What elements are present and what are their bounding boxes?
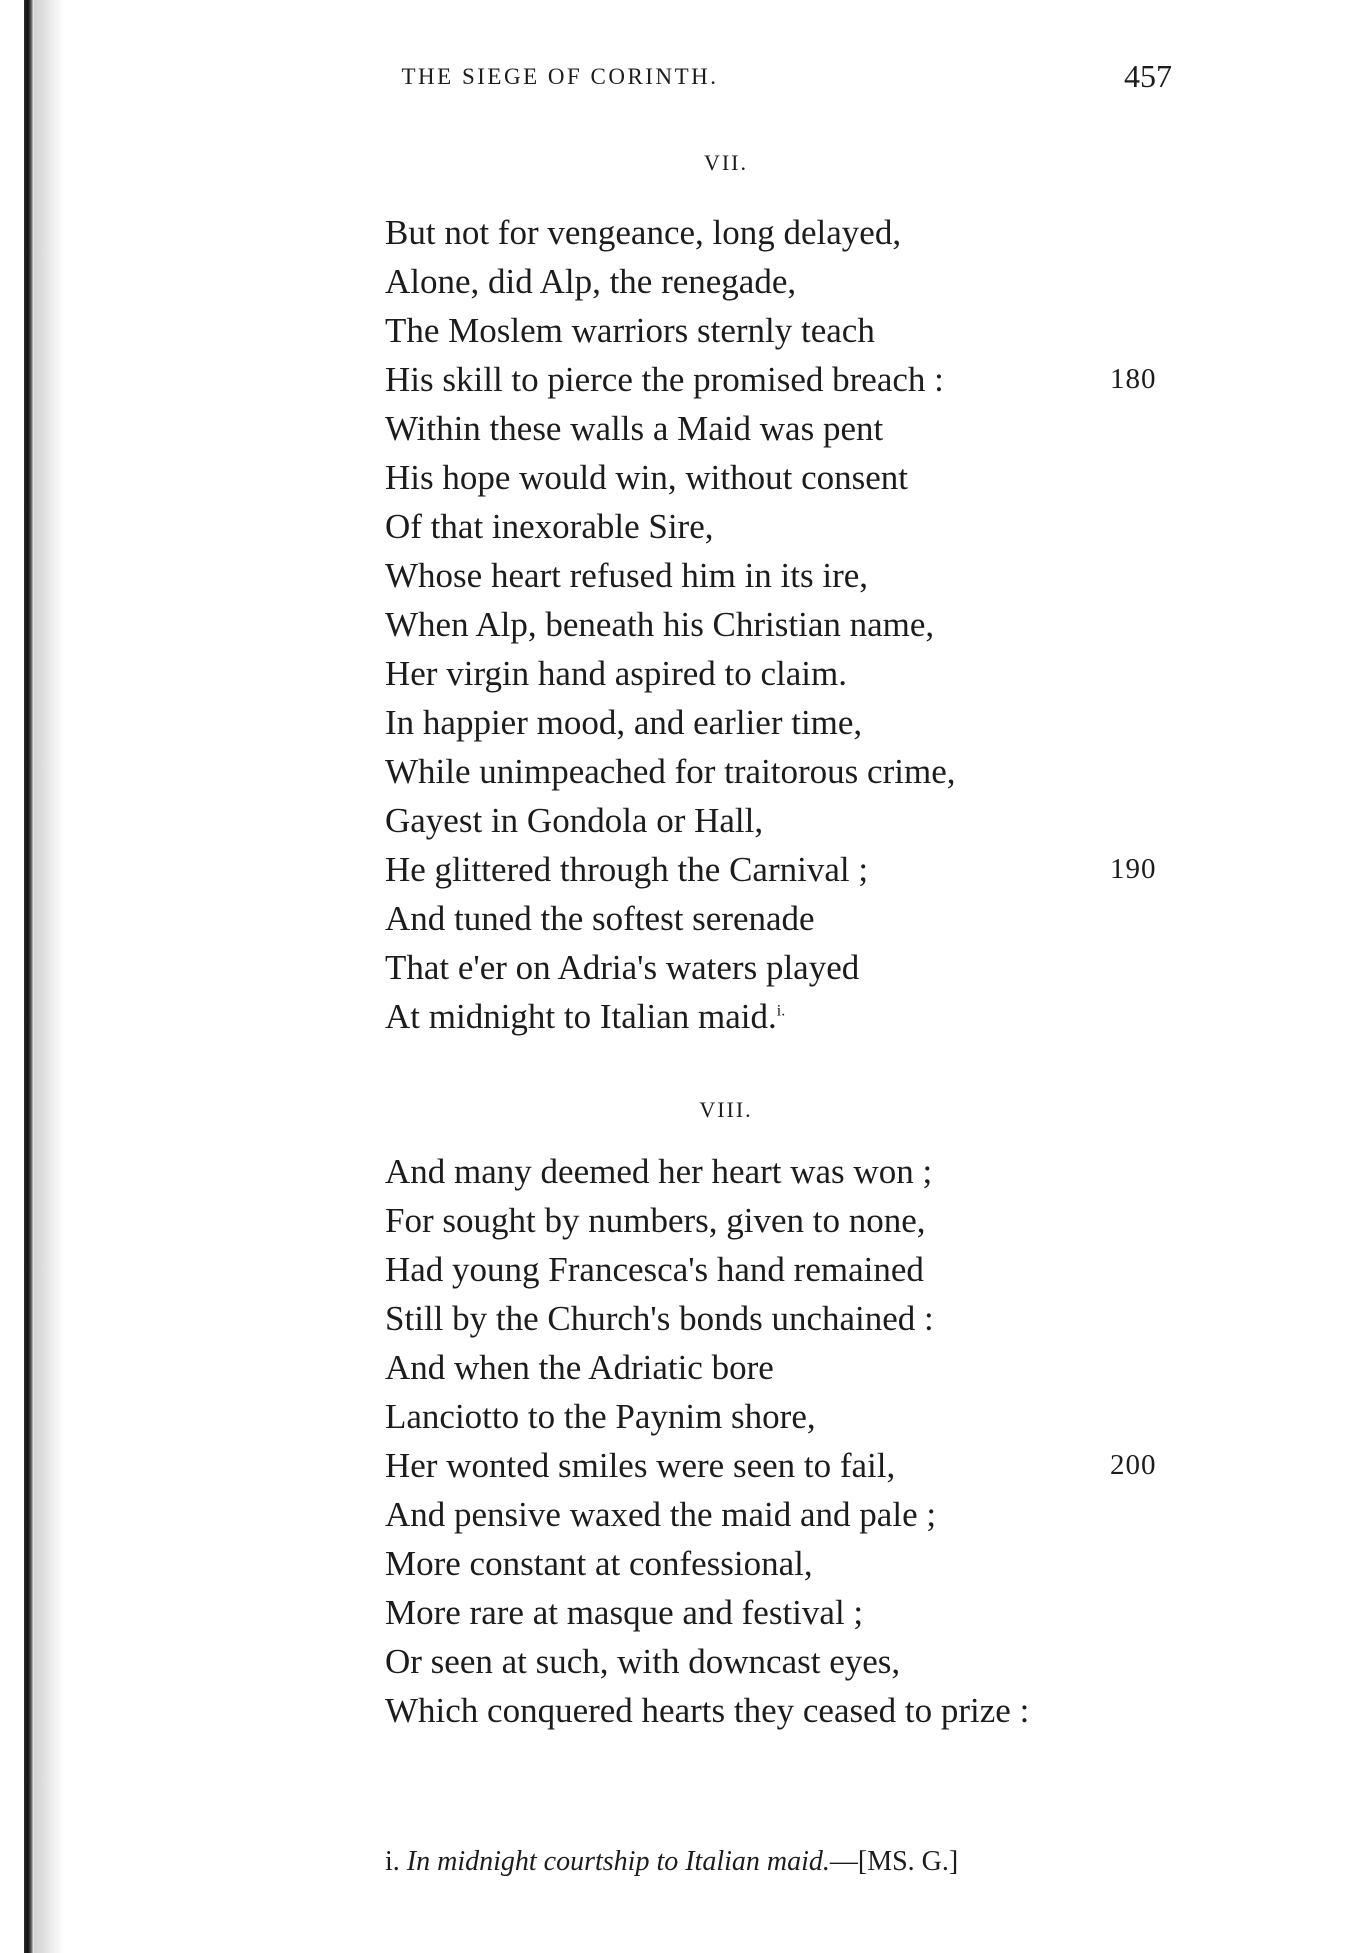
verse-line xyxy=(385,1441,1205,1490)
verse-line-text: Had young Francesca's hand remained xyxy=(385,1250,924,1289)
verse-line-text: While unimpeached for traitorous crime, xyxy=(385,752,956,791)
verse-line xyxy=(385,208,1205,257)
page-binding-edge xyxy=(24,0,34,1953)
verse-line xyxy=(385,1637,1205,1686)
verse-line-text: More constant at confessional, xyxy=(385,1544,813,1583)
verse-line-text: Or seen at such, with downcast eyes, xyxy=(385,1642,901,1681)
verse-line xyxy=(385,355,1205,404)
section-heading-vii: VII. xyxy=(703,150,749,175)
verse-line-text: And tuned the softest serenade xyxy=(385,899,815,938)
verse-line-text: Which conquered hearts they ceased to prize : xyxy=(385,1691,1030,1730)
verse-line xyxy=(385,1196,1205,1245)
verse-line xyxy=(385,845,1205,894)
verse-line xyxy=(385,796,1205,845)
stanza-vii xyxy=(385,208,1205,1041)
footnote-source: —[MS. G.] xyxy=(829,1846,959,1877)
footnote xyxy=(385,1846,1205,1878)
verse-line-text: The Moslem warriors sternly teach xyxy=(385,311,875,350)
verse-line xyxy=(385,1147,1205,1196)
line-number: 200 xyxy=(1110,1449,1157,1481)
verse-line xyxy=(385,943,1205,992)
verse-line xyxy=(385,649,1205,698)
verse-line xyxy=(385,453,1205,502)
verse-line xyxy=(385,1490,1205,1539)
verse-line-text: Her wonted smiles were seen to fail, xyxy=(385,1446,896,1485)
stanza-viii xyxy=(385,1147,1205,1735)
footnote-text: In midnight courtship to Italian maid. xyxy=(406,1846,830,1877)
footnote-marker: i. xyxy=(385,1846,400,1877)
verse-line xyxy=(385,1392,1205,1441)
verse-line-text: And many deemed her heart was won ; xyxy=(385,1152,933,1191)
verse-line xyxy=(385,894,1205,943)
verse-line xyxy=(385,600,1205,649)
footnote-reference[interactable]: i. xyxy=(776,1002,786,1020)
verse-line xyxy=(385,1343,1205,1392)
verse-line-text: And pensive waxed the maid and pale ; xyxy=(385,1495,937,1534)
verse-line-text: Of that inexorable Sire, xyxy=(385,507,714,546)
verse-line xyxy=(385,404,1205,453)
verse-line-text: That e'er on Adria's waters played xyxy=(385,948,860,987)
verse-line-text: Her virgin hand aspired to claim. xyxy=(385,654,848,693)
verse-line xyxy=(385,1294,1205,1343)
verse-line-text: When Alp, beneath his Christian name, xyxy=(385,605,935,644)
line-number: 190 xyxy=(1110,853,1157,885)
page-binding-shadow xyxy=(34,0,64,1953)
verse-line-text: And when the Adriatic bore xyxy=(385,1348,774,1387)
verse-line-text: Alone, did Alp, the renegade, xyxy=(385,262,797,301)
verse-line xyxy=(385,1539,1205,1588)
verse-line xyxy=(385,1245,1205,1294)
verse-line xyxy=(385,992,1205,1041)
verse-line xyxy=(385,1686,1205,1735)
verse-line-text: In happier mood, and earlier time, xyxy=(385,703,863,742)
verse-line-text: Lanciotto to the Paynim shore, xyxy=(385,1397,816,1436)
verse-line xyxy=(385,257,1205,306)
verse-line-text: Gayest in Gondola or Hall, xyxy=(385,801,764,840)
section-heading-viii: VIII. xyxy=(699,1097,753,1122)
verse-line xyxy=(385,306,1205,355)
verse-line-text: He glittered through the Carnival ; xyxy=(385,850,869,889)
verse-line-text: More rare at masque and festival ; xyxy=(385,1593,864,1632)
verse-line-text: But not for vengeance, long delayed, xyxy=(385,213,902,252)
verse-line xyxy=(385,747,1205,796)
verse-line xyxy=(385,551,1205,600)
verse-line-text: At midnight to Italian maid. xyxy=(385,997,777,1036)
page-number: 457 xyxy=(1124,58,1172,94)
line-number: 180 xyxy=(1110,363,1157,395)
verse-line xyxy=(385,502,1205,551)
verse-line-text: His skill to pierce the promised breach : xyxy=(385,360,944,399)
running-title: THE SIEGE OF CORINTH. xyxy=(401,64,719,89)
verse-line-text: His hope would win, without consent xyxy=(385,458,909,497)
verse-line-text: Still by the Church's bonds unchained : xyxy=(385,1299,934,1338)
verse-line xyxy=(385,1588,1205,1637)
verse-line-text: Within these walls a Maid was pent xyxy=(385,409,884,448)
verse-line-text: Whose heart refused him in its ire, xyxy=(385,556,869,595)
verse-line xyxy=(385,698,1205,747)
verse-line-text: For sought by numbers, given to none, xyxy=(385,1201,926,1240)
